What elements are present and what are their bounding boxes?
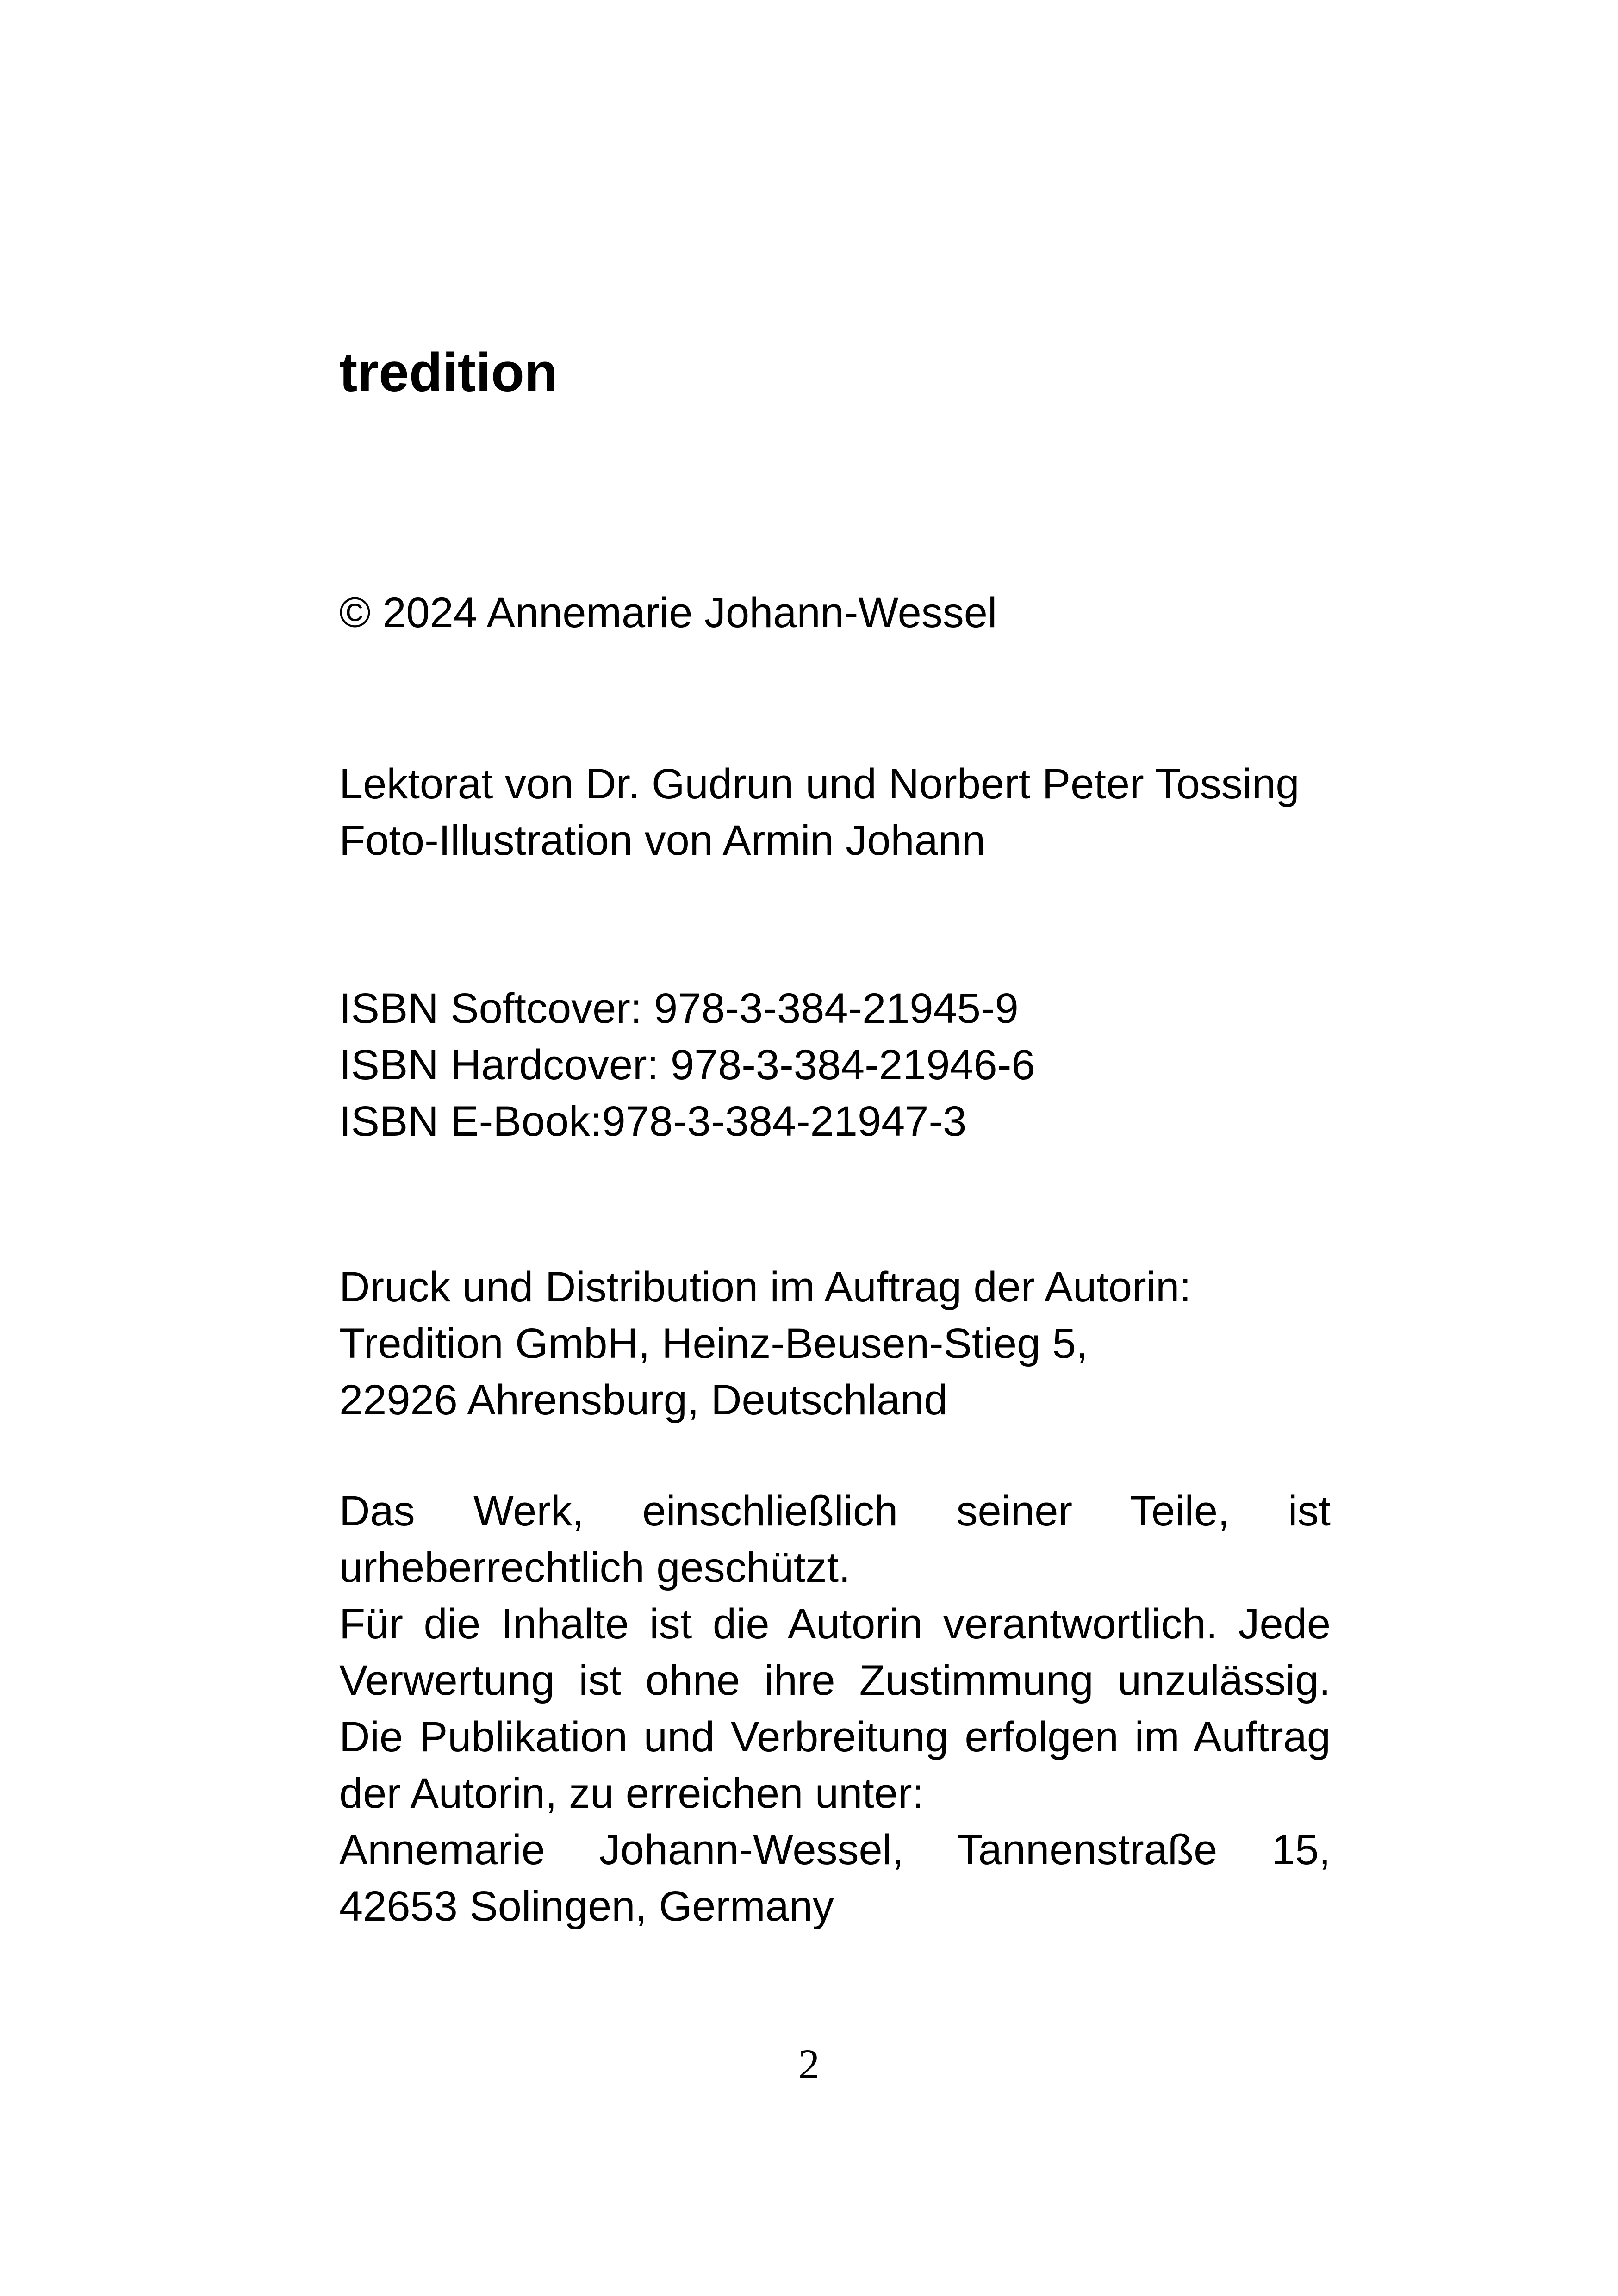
isbn-section xyxy=(339,980,1331,1150)
copyright-notice xyxy=(339,585,1331,641)
isbn-softcover: ISBN Softcover: 978-3-384-21945-9 xyxy=(339,985,1019,1032)
author-contact-address: Annemarie Johann-Wessel, Tannenstraße 15, 42653 Solingen, Germany xyxy=(339,1826,1331,1930)
credits-section xyxy=(339,756,1331,869)
printing-heading: Druck und Distribution im Auftrag der Autorin: xyxy=(339,1263,1191,1311)
printer-street-address: Tredition GmbH, Heinz-Beusen-Stieg 5, xyxy=(339,1320,1088,1367)
printer-city-address: 22926 Ahrensburg, Deutschland xyxy=(339,1376,948,1424)
author-responsibility-paragraph: Für die Inhalte ist die Autorin verantwortlich. Jede Verwertung ist ohne ihre Zustimmung unzulässig. Die Publikation und Verbreitung erfolgen im Auftrag der Autorin, zu erreichen unter: xyxy=(339,1600,1331,1817)
page-number: 2 xyxy=(798,2041,820,2088)
copyright-protection-paragraph: Das Werk, einschließlich seiner Teile, ist urheberrechtlich geschützt. xyxy=(339,1487,1331,1591)
legal-notice-section xyxy=(339,1483,1331,1935)
publisher-name: tredition xyxy=(339,342,558,403)
isbn-hardcover: ISBN Hardcover: 978-3-384-21946-6 xyxy=(339,1041,1035,1089)
copyright-line: © 2024 Annemarie Johann-Wessel xyxy=(339,589,997,636)
printing-distribution-section xyxy=(339,1259,1331,1428)
isbn-ebook: ISBN E-Book:978-3-384-21947-3 xyxy=(339,1098,967,1145)
photo-illustration-credit: Foto-Illustration von Armin Johann xyxy=(339,817,986,864)
editing-credit: Lektorat von Dr. Gudrun und Norbert Peter Tossing xyxy=(339,760,1300,808)
